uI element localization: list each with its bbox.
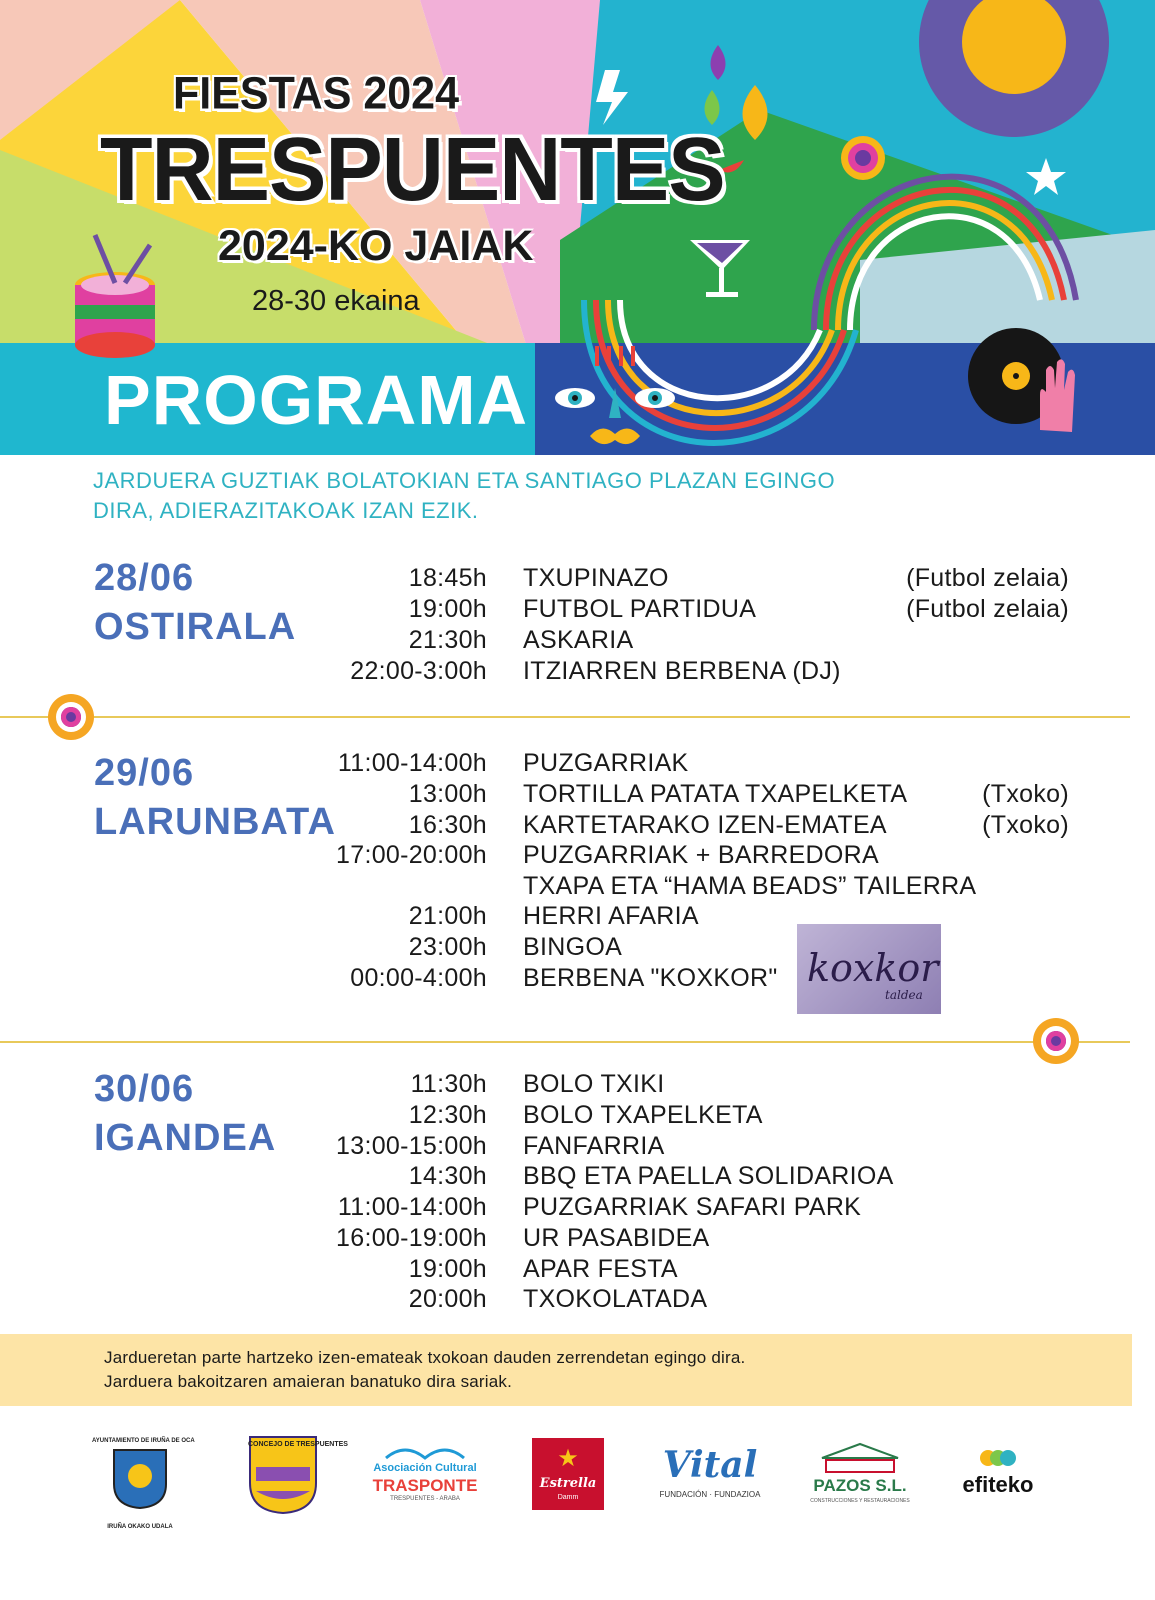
event-activity: TORTILLA PATATA TXAPELKETA <box>523 780 908 808</box>
day-date: 30/06 <box>94 1068 195 1110</box>
ayuntamiento-bottom-text: IRUÑA OKAKO UDALA <box>107 1524 173 1530</box>
event-activity: FANFARRIA <box>523 1132 665 1160</box>
event-row <box>0 564 1155 595</box>
event-activity: PUZGARRIAK <box>523 749 689 777</box>
asociacion-line1: Asociación Cultural <box>373 1462 477 1474</box>
header-line-jaiak: 2024-KO JAIAK <box>218 222 534 270</box>
header-line-fiestas: FIESTAS 2024 <box>173 68 459 120</box>
event-row <box>0 964 1155 995</box>
vital-sub: FUNDACIÓN · FUNDAZIOA <box>659 1490 761 1499</box>
event-row <box>0 1101 1155 1132</box>
event-time: 13:00-15:00h <box>336 1132 487 1160</box>
event-activity: UR PASABIDEA <box>523 1224 710 1252</box>
event-activity: TXOKOLATADA <box>523 1285 708 1313</box>
event-time: 16:00-19:00h <box>336 1224 487 1252</box>
event-time: 11:00-14:00h <box>337 1193 487 1221</box>
event-activity: BINGOA <box>523 933 623 961</box>
pazos-text: PAZOS S.L. <box>813 1476 907 1495</box>
vital-text: Vital <box>662 1444 758 1486</box>
event-row <box>0 902 1155 933</box>
vital-fundazioa-logo <box>652 1444 768 1506</box>
event-activity: FUTBOL PARTIDUA <box>523 595 757 623</box>
event-row <box>0 1070 1155 1101</box>
event-row <box>0 749 1155 780</box>
ayuntamiento-logo <box>92 1438 195 1538</box>
programa-heading: PROGRAMA <box>104 361 529 439</box>
event-row <box>0 1224 1155 1255</box>
bridge-icon <box>384 1440 466 1460</box>
day-name: LARUNBATA <box>94 801 336 843</box>
event-time: 21:00h <box>408 902 487 930</box>
event-time: 22:00-3:00h <box>350 657 487 685</box>
event-row <box>0 1255 1155 1286</box>
event-time: 17:00-20:00h <box>336 841 487 869</box>
event-time: 16:30h <box>408 811 487 839</box>
asociacion-line3: TRESPUENTES - ARABA <box>390 1496 460 1502</box>
event-time: 11:30h <box>410 1070 487 1098</box>
efiteko-mark-icon <box>980 1448 1016 1468</box>
event-activity: ITZIARREN BERBENA (DJ) <box>523 657 841 685</box>
building-icon <box>818 1442 902 1474</box>
estrella-star-icon: ★ <box>557 1445 579 1472</box>
event-row <box>0 841 1155 872</box>
event-row <box>0 626 1155 657</box>
day-date: 29/06 <box>94 752 195 794</box>
event-time: 20:00h <box>408 1285 487 1313</box>
event-location: (Futbol zelaia) <box>906 564 1069 592</box>
event-time: 19:00h <box>408 595 487 623</box>
event-row <box>0 657 1155 688</box>
header-banner <box>0 0 1155 455</box>
estrella-sub: Damm <box>557 1494 579 1501</box>
note-line: Jarduera bakoitzaren amaieran banatuko dira sariak. <box>104 1372 513 1391</box>
section-divider <box>0 1041 1130 1043</box>
event-row <box>0 1162 1155 1193</box>
efiteko-text: efiteko <box>962 1472 1034 1497</box>
event-activity: TXUPINAZO <box>523 564 669 592</box>
pazos-logo <box>806 1442 914 1508</box>
event-activity: APAR FESTA <box>523 1255 678 1283</box>
concejo-logo <box>248 1435 348 1515</box>
event-time: 23:00h <box>408 933 487 961</box>
event-time: 12:30h <box>408 1101 487 1129</box>
event-activity: BOLO TXAPELKETA <box>523 1101 763 1129</box>
target-decoration-icon <box>48 694 94 740</box>
coat-of-arms-icon <box>112 1448 168 1510</box>
event-time: 00:00-4:00h <box>350 964 487 992</box>
estrella-damm-logo <box>532 1438 604 1510</box>
event-time: 19:00h <box>408 1255 487 1283</box>
note-line: Jardueretan parte hartzeko izen-emateak txokoan dauden zerrendetan egingo dira. <box>104 1348 746 1367</box>
concejo-text: CONCEJO DE TRESPUENTES <box>248 1441 348 1448</box>
intro-text: JARDUERA GUZTIAK BOLATOKIAN ETA SANTIAGO PLAZAN EGINGO DIRA, ADIERAZITAKOAK IZAN EZIK. <box>93 468 836 523</box>
pazos-sub: CONSTRUCCIONES Y RESTAURACIONES <box>810 1498 910 1504</box>
event-activity: PUZGARRIAK SAFARI PARK <box>523 1193 862 1221</box>
event-row <box>0 1285 1155 1316</box>
event-row <box>0 1193 1155 1224</box>
koxkor-band-logo <box>797 924 941 1014</box>
koxkor-logo-text: koxkor <box>807 946 939 990</box>
estrella-text: Estrella <box>539 1476 597 1491</box>
section-divider <box>0 716 1130 718</box>
efiteko-logo <box>952 1448 1044 1502</box>
event-activity: TXAPA ETA “HAMA BEADS” TAILERRA <box>523 872 977 900</box>
ayuntamiento-top-text: AYUNTAMIENTO DE IRUÑA DE OCA <box>92 1438 195 1444</box>
event-row <box>0 1132 1155 1163</box>
asociacion-line2: TRASPONTE <box>372 1476 478 1495</box>
asociacion-trasponte-logo <box>366 1440 484 1510</box>
koxkor-logo-sub: taldea <box>885 988 923 1002</box>
event-row <box>0 595 1155 626</box>
event-activity: BBQ ETA PAELLA SOLIDARIOA <box>523 1162 894 1190</box>
event-row <box>0 933 1155 964</box>
event-activity: ASKARIA <box>523 626 634 654</box>
event-activity: PUZGARRIAK + BARREDORA <box>523 841 879 869</box>
sponsor-logos <box>0 1410 1155 1600</box>
day-name: IGANDEA <box>94 1117 277 1159</box>
event-activity: KARTETARAKO IZEN-EMATEA <box>523 811 887 839</box>
event-activity: BOLO TXIKI <box>523 1070 665 1098</box>
header-dates: 28-30 ekaina <box>252 285 420 317</box>
day-date: 28/06 <box>94 557 195 599</box>
event-row <box>0 780 1155 811</box>
event-time: 11:00-14:00h <box>337 749 487 777</box>
event-row <box>0 872 1155 903</box>
event-activity: HERRI AFARIA <box>523 902 699 930</box>
day-name: OSTIRALA <box>94 606 297 648</box>
event-location: (Txoko) <box>982 780 1069 808</box>
event-location: (Txoko) <box>982 811 1069 839</box>
event-time: 14:30h <box>408 1162 487 1190</box>
event-location: (Futbol zelaia) <box>906 595 1069 623</box>
header-title: TRESPUENTES <box>100 119 725 220</box>
target-decoration-icon <box>1033 1018 1079 1064</box>
event-time: 18:45h <box>408 564 487 592</box>
event-time: 21:30h <box>408 626 487 654</box>
event-activity: BERBENA "KOXKOR" <box>523 964 778 992</box>
registration-note <box>0 1334 1132 1406</box>
event-row <box>0 811 1155 842</box>
event-time: 13:00h <box>408 780 487 808</box>
